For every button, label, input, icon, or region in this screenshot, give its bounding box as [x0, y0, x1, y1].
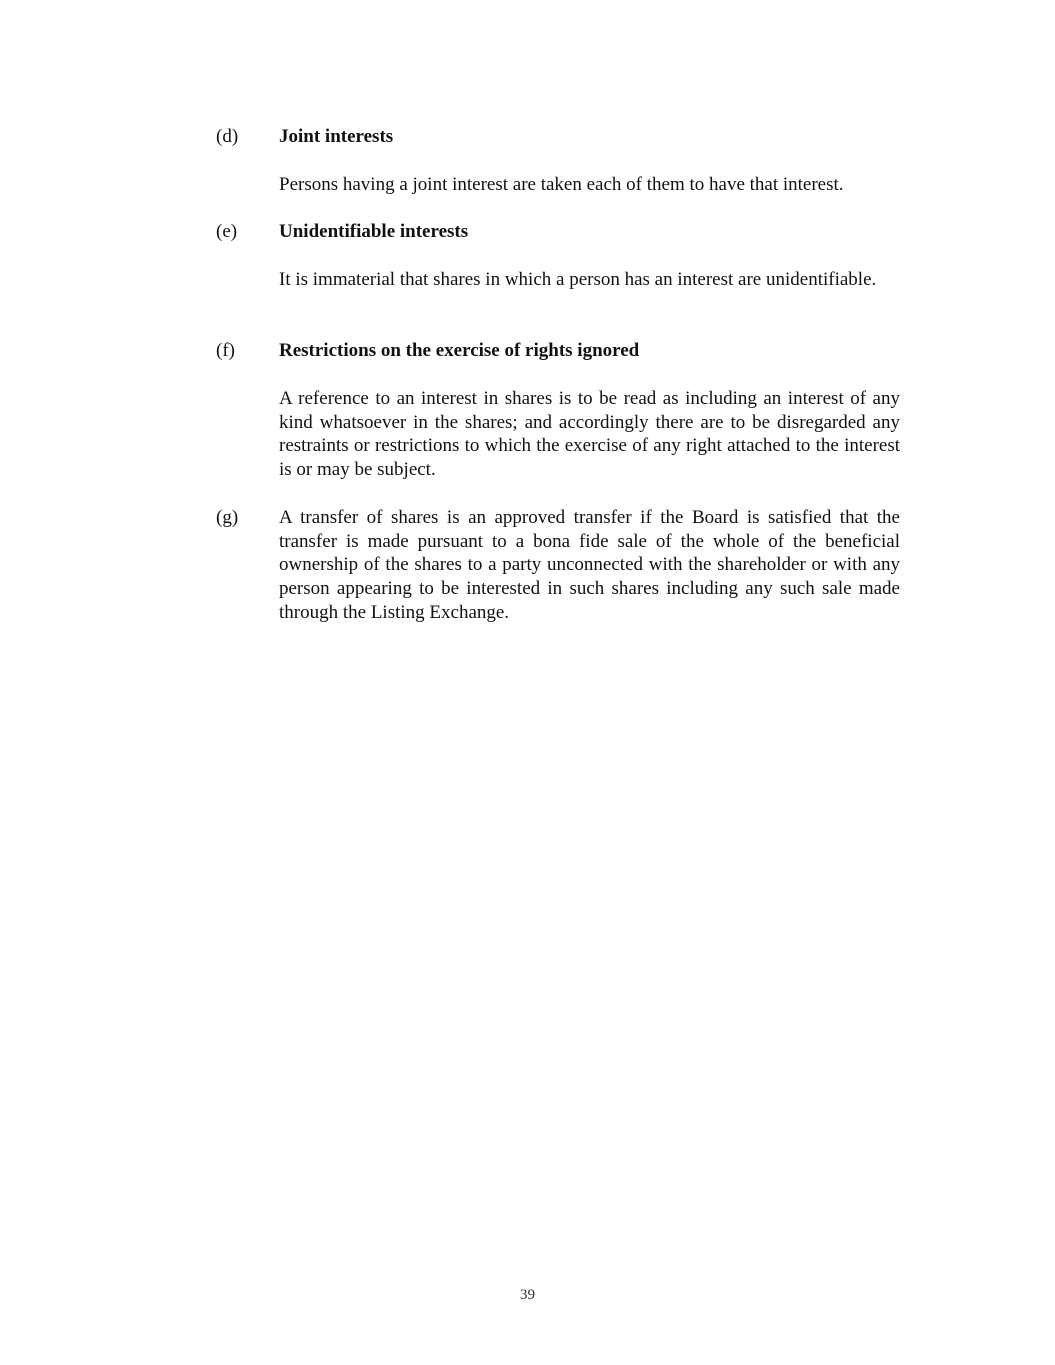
clause-heading: Joint interests — [279, 126, 394, 147]
clause-body: A reference to an interest in shares is to be read as including an interest of any kind whatsoever in the shares; and accordingly there are to be disregarded any restraints or restrictions to which the exercise of any right attached to the interest is or may be subject. — [279, 388, 900, 481]
page-number: 39 — [520, 1287, 535, 1303]
clause-label: (e) — [216, 221, 238, 242]
clause-label: (d) — [216, 126, 239, 147]
clause-body: A transfer of shares is an approved transfer if the Board is satisfied that the transfer is made pursuant to a bona fide sale of the whole of the beneficial ownership of the shares to a party unconnected with the shareholder or with any person appearing to be interested in such shares including any such sale made through the Listing Exchange. — [279, 507, 900, 623]
clause-body: Persons having a joint interest are taken each of them to have that interest. — [279, 174, 844, 195]
clause-heading: Restrictions on the exercise of rights ignored — [279, 340, 640, 361]
clause-body: It is immaterial that shares in which a person has an interest are unidentifiable. — [279, 269, 877, 290]
clause-label: (f) — [216, 340, 235, 361]
clause-heading: Unidentifiable interests — [279, 221, 469, 242]
clause-label: (g) — [216, 507, 239, 528]
